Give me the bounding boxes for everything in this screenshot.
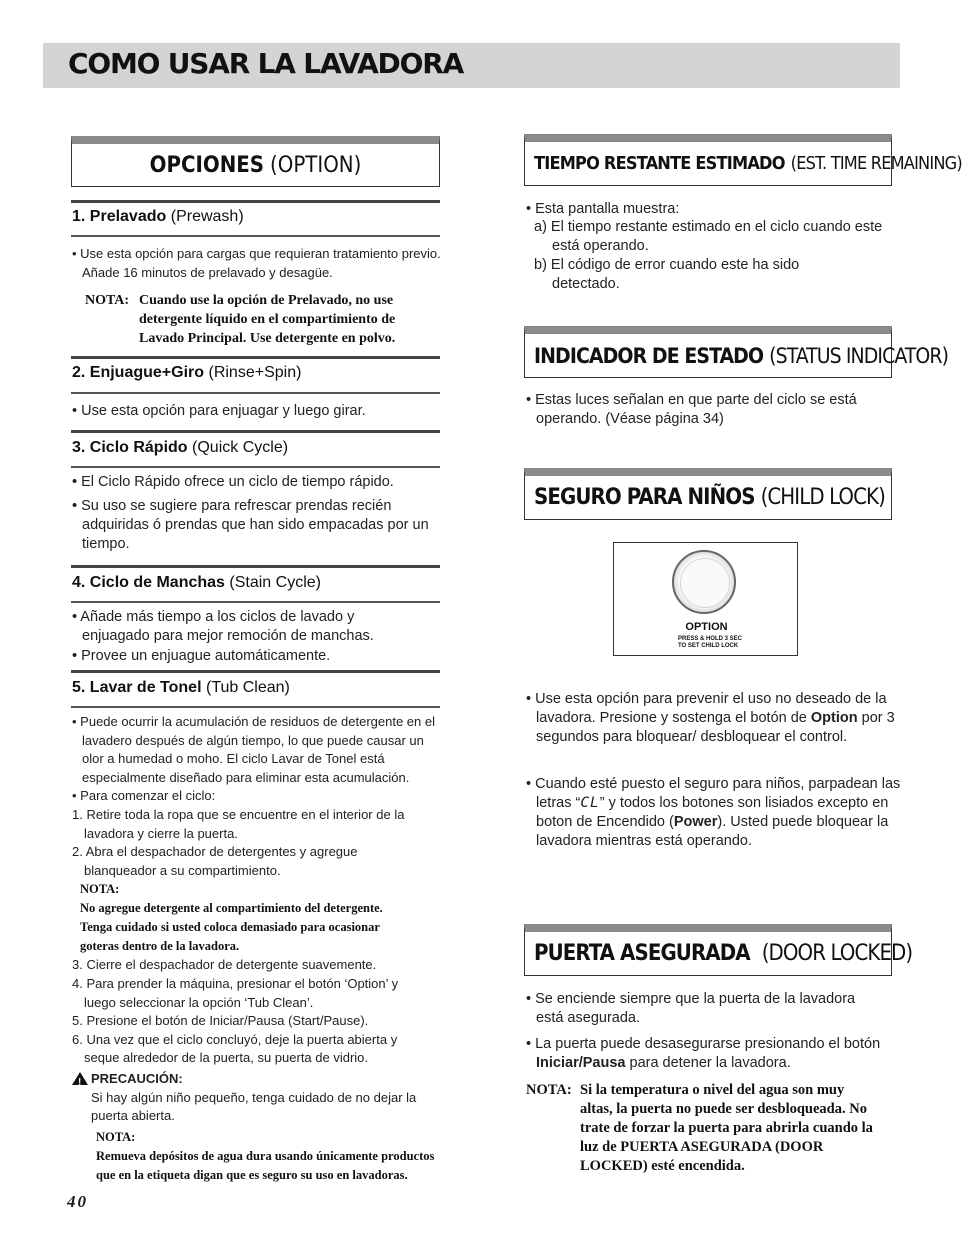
tub-clean-step-3: 3. Cierre el despachador de detergente suavemente. [72, 957, 377, 973]
status-indicator-header-normal: (STATUS INDICATOR) [769, 343, 949, 368]
quick-cycle-bullet-1: • El Ciclo Rápido ofrece un ciclo de tiempo rápido. [72, 474, 394, 490]
door-locked-bullet-1: • Se enciende siempre que la puerta de la lavadora está asegurada. [526, 991, 856, 1026]
door-locked-bullet-2 [526, 1035, 902, 1073]
child-lock-header-normal: (CHILD LOCK) [760, 485, 885, 510]
door-locked-header-normal: (DOOR LOCKED) [761, 941, 913, 966]
tub-clean-step-6: 6. Una vez que el ciclo concluyó, deje la puerta abierta y seque alrededor de la puerta, su puerta de vidrio. [72, 1031, 398, 1066]
page-title-bar [43, 43, 900, 88]
tub-clean-note-line-1: No agregue detergente al compartimiento del detergente. [80, 901, 383, 916]
divider [71, 466, 440, 468]
prewash-note-label: NOTA: [85, 293, 130, 308]
prewash-title-normal: (Prewash) [170, 208, 244, 225]
caution-text: Si hay algún niño pequeño, tenga cuidado de no dejar la puerta abierta. [91, 1089, 417, 1124]
prewash-title [72, 208, 244, 226]
tub-clean-note-line-2: Tenga cuidado si usted coloca demasiado para ocasionar goteras dentro de la lavadora. [80, 920, 380, 954]
prewash-note [85, 291, 435, 348]
tub-clean-note-label: NOTA: [80, 882, 120, 897]
stain-cycle-title [72, 574, 321, 592]
divider [71, 356, 440, 359]
rinse-spin-bullet: • Use esta opción para enjuagar y luego girar. [72, 403, 366, 419]
quick-cycle-bullet-2: • Su uso se sugiere para refrescar prendas recién adquiridas ó prendas que han sido empacadas por un tiempo. [72, 498, 429, 552]
tub-clean-step-5: 5. Presione el botón de Iniciar/Pausa (Start/Pause). [72, 1013, 369, 1029]
door-locked-note-text: Si la temperatura o nivel del agua son muy altas, la puerta no puede ser desbloqueada. No trate de forzar la puerta para abrirla cuando la luz de PUERTA ASEGURADA (DOOR LOCKED) esté encendida. [580, 1082, 873, 1174]
quick-cycle-title [72, 439, 288, 457]
quick-cycle-title-normal: (Quick Cycle) [192, 439, 289, 456]
tub-clean-note-2-label: NOTA: [96, 1129, 136, 1144]
divider [71, 200, 440, 203]
divider [71, 430, 440, 433]
stain-cycle-bullet-2: • Provee un enjuague automáticamente. [72, 648, 331, 664]
divider [71, 565, 440, 568]
rinse-spin-title [72, 364, 301, 382]
rinse-spin-title-bold: 2. Enjuague+Giro [72, 364, 205, 381]
option-button-illustration [613, 542, 798, 656]
time-remaining-header [524, 134, 962, 186]
child-lock-bullet-1-text: • Use esta opción para prevenir el uso no deseado de la lavadora. Presione y sostenga el botón de [526, 691, 887, 726]
options-header-bold: OPCIONES [149, 152, 265, 178]
tub-clean-bullet-2: • Para comenzar el ciclo: [72, 788, 216, 804]
child-lock-bullet-2-bold: Power [673, 814, 718, 830]
door-locked-note-label: NOTA: [526, 1082, 572, 1098]
stain-cycle-title-bold: 4. Ciclo de Manchas [72, 574, 225, 591]
door-locked-note [526, 1081, 886, 1176]
tub-clean-body [72, 713, 440, 1185]
status-indicator-header-bold: INDICADOR DE ESTADO [534, 343, 764, 368]
tub-clean-step-2: 2. Abra el despachador de detergentes y agregue blanqueador a su compartimiento. [72, 844, 358, 878]
status-indicator-bullet: • Estas luces señalan en que parte del ciclo se está operando. (Véase página 34) [526, 392, 857, 427]
stain-cycle-bullet-1: • Añade más tiempo a los ciclos de lavado y enjuagado para mejor remoción de manchas. [72, 609, 374, 644]
option-button-subtext-2: TO SET CHILD LOCK [678, 643, 739, 649]
divider [71, 392, 440, 394]
time-remaining-item-a: a) El tiempo restante estimado en el ciclo cuando este está operando. [534, 219, 883, 254]
page-title: COMO USAR LA LAVADORA [68, 47, 464, 80]
rinse-spin-title-normal: (Rinse+Spin) [208, 364, 302, 381]
tub-clean-title [72, 679, 290, 697]
divider [71, 601, 440, 603]
caution-label: PRECAUCIÓN: [91, 1070, 183, 1086]
prewash-note-text: Cuando use la opción de Prelavado, no use detergente líquido en el compartimiento de Lavado Principal. Use detergente en polvo. [139, 293, 396, 346]
child-lock-bullet-2-mid: ” y todos los botones son lisiados excepto en boton de Encendido ( [536, 795, 889, 830]
cl-display-glyph: CL [580, 795, 600, 811]
tub-clean-bullet-1: • Puede ocurrir la acumulación de residuos de detergente en el lavadero después de algún tiempo, lo que puede causar un olor a humedad o moho. El ciclo Lavar de Tonel está especialmente diseñado para eliminar esta acumulación. [72, 714, 435, 785]
door-locked-bullet-2-tail: para detener la lavadora. [629, 1055, 791, 1071]
divider [71, 235, 440, 237]
page-number: 40 [67, 1192, 88, 1211]
tub-clean-caution [72, 1070, 440, 1089]
time-remaining-header-normal: (EST. TIME REMAINING) [790, 153, 962, 174]
tub-clean-title-bold: 5. Lavar de Tonel [72, 679, 202, 696]
warning-icon [72, 1072, 88, 1085]
child-lock-bullet-1-tail: por 3 segundos para bloquear/ desbloquear el control. [536, 710, 895, 745]
child-lock-bullet-2 [526, 775, 902, 851]
door-locked-bullet-2-bold: Iniciar/Pausa [536, 1055, 626, 1071]
child-lock-bullet-2-text: • Cuando esté puesto el seguro para niños, parpadean las letras “ [526, 776, 901, 811]
prewash-bullet: • Use esta opción para cargas que requieran tratamiento previo. Añade 16 minutos de prelavado y desagüe. [72, 246, 441, 280]
time-remaining-intro: • Esta pantalla muestra: [526, 201, 680, 217]
options-header [71, 136, 440, 187]
door-locked-bullet-2-text: • La puerta puede desasegurarse presionando el botón [526, 1036, 881, 1052]
options-header-normal: (OPTION) [270, 152, 362, 178]
child-lock-bullet-1 [526, 690, 902, 747]
option-button-subtext-1: PRESS & HOLD 3 SEC [678, 636, 743, 642]
child-lock-header [524, 468, 892, 520]
tub-clean-step-1: 1. Retire toda la ropa que se encuentre en el interior de la lavadora y cierre la puerta. [72, 806, 405, 841]
status-indicator-header [524, 326, 949, 378]
stain-cycle-title-normal: (Stain Cycle) [229, 574, 321, 591]
time-remaining-item-b: b) El código de error cuando este ha sido detectado. [534, 257, 800, 292]
child-lock-header-bold: SEGURO PARA NIÑOS [534, 485, 755, 510]
child-lock-bullet-1-bold: Option [810, 710, 858, 726]
prewash-title-bold: 1. Prelavado [72, 208, 167, 225]
divider [71, 670, 440, 673]
quick-cycle-title-bold: 3. Ciclo Rápido [72, 439, 188, 456]
tub-clean-step-4: 4. Para prender la máquina, presionar el botón ‘Option’ y luego seleccionar la opción ‘Tub Clean’. [72, 975, 399, 1010]
child-lock-bullet-2-tail: ). Usted puede bloquear la lavadora mientras está operando. [536, 814, 889, 849]
tub-clean-note-2-text: Remueva depósitos de agua dura usando únicamente productos que en la etiqueta digan que es seguro su uso en lavadoras. [96, 1148, 435, 1182]
option-button [672, 550, 736, 614]
door-locked-header-bold: PUERTA ASEGURADA [534, 941, 750, 966]
option-button-label: OPTION [685, 621, 728, 633]
option-button-subtext [678, 636, 742, 650]
door-locked-header [524, 924, 913, 976]
tub-clean-title-normal: (Tub Clean) [205, 679, 290, 696]
time-remaining-header-bold: TIEMPO RESTANTE ESTIMADO [534, 153, 785, 174]
divider [71, 706, 440, 708]
